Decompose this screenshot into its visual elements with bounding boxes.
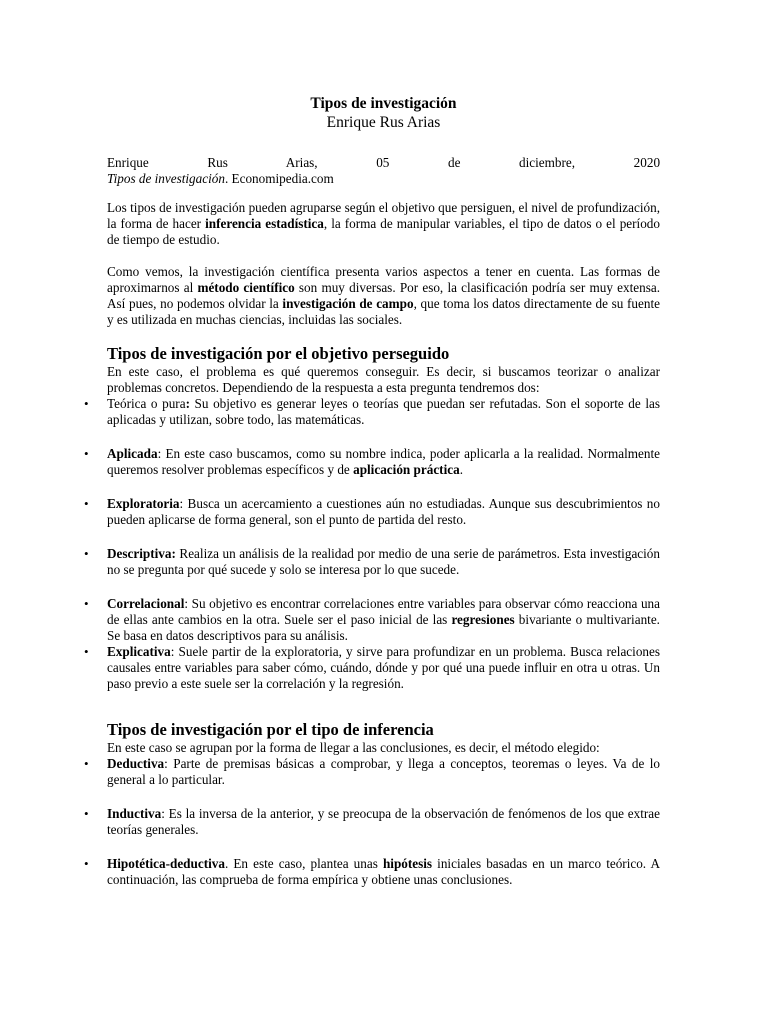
list-item: • Correlacional: Su objetivo es encontrar correlaciones entre variables para observar cómo reacciona una de ellas ante cambios en la otra. Suele ser el paso inicial de las regresiones bivariante o multivariante. Se basa en datos descriptivos para su análisis. <box>84 596 660 643</box>
list-item: • Teórica o pura: Su objetivo es generar leyes o teorías que puedan ser refutadas. Son el soporte de las aplicadas y utilizan, sobre todo, las matemáticas. <box>84 396 660 427</box>
list-item: • Deductiva: Parte de premisas básicas a comprobar, y llega a conceptos, teoremas o leyes. Va de lo general a lo particular. <box>84 756 660 787</box>
list-item: • Descriptiva: Realiza un análisis de la realidad por medio de una serie de parámetros. Esta investigación no se pregunta por qué sucede y solo se interesa por lo que sucede. <box>84 546 660 577</box>
citation-line: Enrique Rus Arias, 05 de diciembre, 2020 <box>107 155 661 170</box>
bullet-icon: • <box>84 596 89 611</box>
document-content <box>84 94 661 888</box>
section-heading: Tipos de investigación por el objetivo perseguido <box>107 344 450 363</box>
citation <box>107 155 660 187</box>
bullet-icon: • <box>84 644 89 659</box>
list-item: • Explicativa: Suele partir de la exploratoria, y sirve para profundizar en un problema. Busca relaciones causales entre variables para saber cómo, cuándo, dónde y por qué una puede influir en otra u otras. Un paso previo a este suele ser la correlación y la regresión. <box>84 644 660 691</box>
section-intro: En este caso se agrupan por la forma de llegar a las conclusiones, es decir, el método elegido: <box>107 740 600 755</box>
bullet-icon: • <box>84 806 89 821</box>
bullet-icon: • <box>84 546 89 561</box>
citation-source: Tipos de investigación. Economipedia.com <box>107 171 334 186</box>
document-title: Tipos de investigación <box>310 95 457 112</box>
section-intro: En este caso, el problema es qué queremos conseguir. Es decir, si buscamos teorizar o analizar problemas concretos. Dependiendo de la respuesta a esta pregunta tendremos dos: <box>107 364 660 395</box>
bullet-list <box>84 756 660 888</box>
bullet-icon: • <box>84 496 89 511</box>
document-author: Enrique Rus Arias <box>326 114 441 131</box>
intro-paragraph: Los tipos de investigación pueden agruparse según el objetivo que persiguen, el nivel de profundización, la forma de hacer inferencia estadística, la forma de manipular variables, el tipo de datos o el período de tiempo de estudio. <box>107 200 660 247</box>
list-item: • Hipotética-deductiva. En este caso, plantea unas hipótesis iniciales basadas en un marco teórico. A continuación, las comprueba de forma empírica y obtiene unas conclusiones. <box>84 856 660 887</box>
list-item: • Inductiva: Es la inversa de la anterior, y se preocupa de la observación de fenómenos de los que extrae teorías generales. <box>84 806 660 837</box>
citation-title: Tipos de investigación <box>107 171 225 186</box>
bullet-list <box>84 396 660 692</box>
list-item: • Exploratoria: Busca un acercamiento a cuestiones aún no estudiadas. Aunque sus descubrimientos no pueden aplicarse de forma general, son el punto de partida del resto. <box>84 496 660 527</box>
section-heading: Tipos de investigación por el tipo de inferencia <box>107 720 434 739</box>
bullet-icon: • <box>84 396 89 411</box>
list-item: • Aplicada: En este caso buscamos, como su nombre indica, poder aplicarla a la realidad. Normalmente queremos resolver problemas específicos y de aplicación práctica. <box>84 446 660 477</box>
bullet-icon: • <box>84 856 89 871</box>
bullet-icon: • <box>84 756 89 771</box>
bullet-icon: • <box>84 446 89 461</box>
intro-paragraph: Como vemos, la investigación científica presenta varios aspectos a tener en cuenta. Las formas de aproximarnos al método científico son muy diversas. Por eso, la clasificación podría ser muy extensa. Así pues, no podemos olvidar la investigación de campo, que toma los datos directamente de su fuente y es utilizada en muchas ciencias, incluidas las sociales. <box>107 264 661 327</box>
